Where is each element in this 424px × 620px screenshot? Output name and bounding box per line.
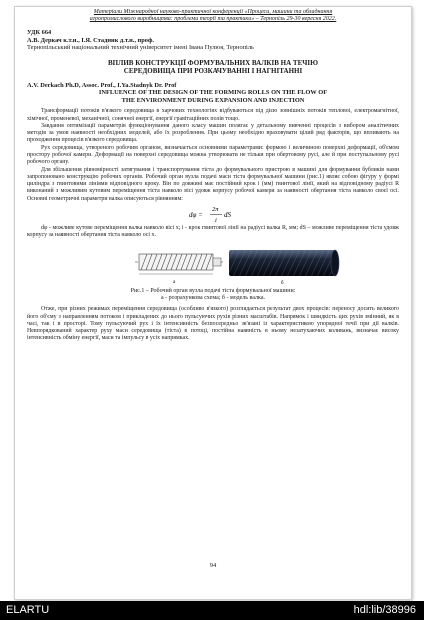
udk-code: УДК 664 xyxy=(27,29,52,37)
page-number: 94 xyxy=(209,562,217,569)
footer-bar xyxy=(0,601,424,620)
equation xyxy=(27,203,399,225)
repository-name[interactable]: ELARTU xyxy=(6,604,50,616)
conference-header-line2: агропромислового виробництва: проблеми теорії та практики» – Тернопіль 29-30 вересня 2022. xyxy=(89,16,337,23)
roll-scheme-drawing xyxy=(135,254,223,285)
equation-svg xyxy=(27,203,399,225)
title-line2: СЕРЕДОВИЩА ПРИ РОЗКАЧУВАННІ І НАГНІТАННІ xyxy=(123,67,303,76)
paragraph-conclusion: Отже, при різних режимах переміщення середовища (особливо в'язкого) розглядається результат двох процесів: переносу досить великого його об'єму з направленням потоком і прикладених до нього пульсуючих рухів різних масштабів. Напрямок і швидкість цих рухів змінний, як в часі, так і в просторі. Тому пульсуючий рух і їх інтенсивність безпосередньо зв'язані із характеристикою упорядної течії при дії валків. Невпорядкований характер руху маси середовища (тіста) в потоці, постійна наявність в ньому незатухаючих коливань, визначає високу інтенсивність обміну енергії, маси та імпульсу в усіх напрямках. xyxy=(27,306,399,342)
document-page xyxy=(14,6,412,600)
english-title xyxy=(27,89,399,104)
paper-title xyxy=(27,59,399,76)
title-line1: ВПЛИВ КОНСТРУКЦІЇ ФОРМУВАЛЬНИХ ВАЛКІВ НА ТЕЧІЮ xyxy=(108,58,318,67)
paragraph-3: Рух середовища, утвореного робочим органом, визначається основними параметрами: формою і величиною поверхні деформації, об'ємом простору робочої камери. Деформації на поверхні середовища можна утворювати не тільки при обертовому русі, але й при поступальному русі робочого органу. xyxy=(27,144,399,166)
equation-numerator: 2π xyxy=(212,206,219,214)
paragraph-1: Трансформації потоків в'язкого середовища в харчових технологіях відбуваються під дією зовнішніх потоків тепловоі, електромагнітної, хімічної, променевої, механічної, сонячної енергії, енергії гравітаційних полів тощо. xyxy=(27,108,399,122)
equation-denominator: i xyxy=(215,217,217,225)
roll-model-drawing xyxy=(229,250,339,286)
equation-rhs: dS xyxy=(224,211,231,220)
conference-header-line1: Матеріали Міжнародної науково-практичної конференції «Процеси, машини та обладнання xyxy=(93,9,333,15)
equation-lhs: dφ = xyxy=(189,211,203,220)
page-content xyxy=(27,9,399,343)
en-title-line1: INFLUENCE OF THE DESIGN OF THE FORMING ROLLS ON THE FLOW OF xyxy=(98,89,328,97)
figure-svg xyxy=(27,242,399,288)
authors: А.В. Деркач к.т.н., І.Я. Стадник д.т.н., проф. xyxy=(27,36,154,44)
paragraph-2: Завдання оптимізації параметрів функціонування даного класу машин полягає у детальному вивченні процесів з вибором аналітичних методів за умов наявності необхідних моделей, або їх розроблення. При цьому необхідно враховувати цілий ряд факторів, що впливають на проходження процесів в'язкого середовища. xyxy=(27,122,399,144)
paragraph-4: Для збільшення рівномірності затягування і транспортування тіста до формувального пристрою в машині для формування бубликів нами запропоновано конструкцію робочих органів. Робочий орган вузла подачі маси тіста формувальної машини (рис.1) являє собою фігуру у формі циліндра з гвинтовими лініями відповідного кроку. Він по довжині має постійний крок і (мм) гвинтової лінії, який на відповідному радіусі R виконаний з можливим кутовим переміщення тіста навколо вісі удовж корпусу робочої камери за наявності обертання тіста навколо своєї осі. Основні геометричні параметри валка описуються рівнянням: xyxy=(27,166,399,202)
figure-1 xyxy=(27,242,399,288)
figure-label-b: б xyxy=(281,280,284,286)
caption-line1: Рис.1 – Робочий орган вузла подачі тіста формувальної машини: xyxy=(130,287,296,294)
caption-line2: а - розрахункова схема; б - модель валка. xyxy=(161,294,265,301)
formula-explanation: dφ - можливе кутове переміщення валка навколо вісі x; i - крок гвинтової лінії на радіусі валка R, мм; dS – можливе переміщення тіста удовж корпусу за наявності обертання тіста навколо осі x. xyxy=(27,225,399,239)
en-title-line2: THE ENVIRONMENT DURING EXPANSION AND INJECTION xyxy=(121,96,305,104)
affiliation: Тернопільський національний технічний університет імені Івана Пулюя, Тернопіль xyxy=(27,44,254,52)
handle-id[interactable]: hdl:lib/38996 xyxy=(353,604,416,616)
figure-label-a: а xyxy=(173,279,176,285)
figure-caption xyxy=(27,288,399,303)
english-authors: A.V. Derkach Ph.D, Assoc. Prof., I.Ya.Stadnyk Dr. Prof xyxy=(27,81,177,89)
